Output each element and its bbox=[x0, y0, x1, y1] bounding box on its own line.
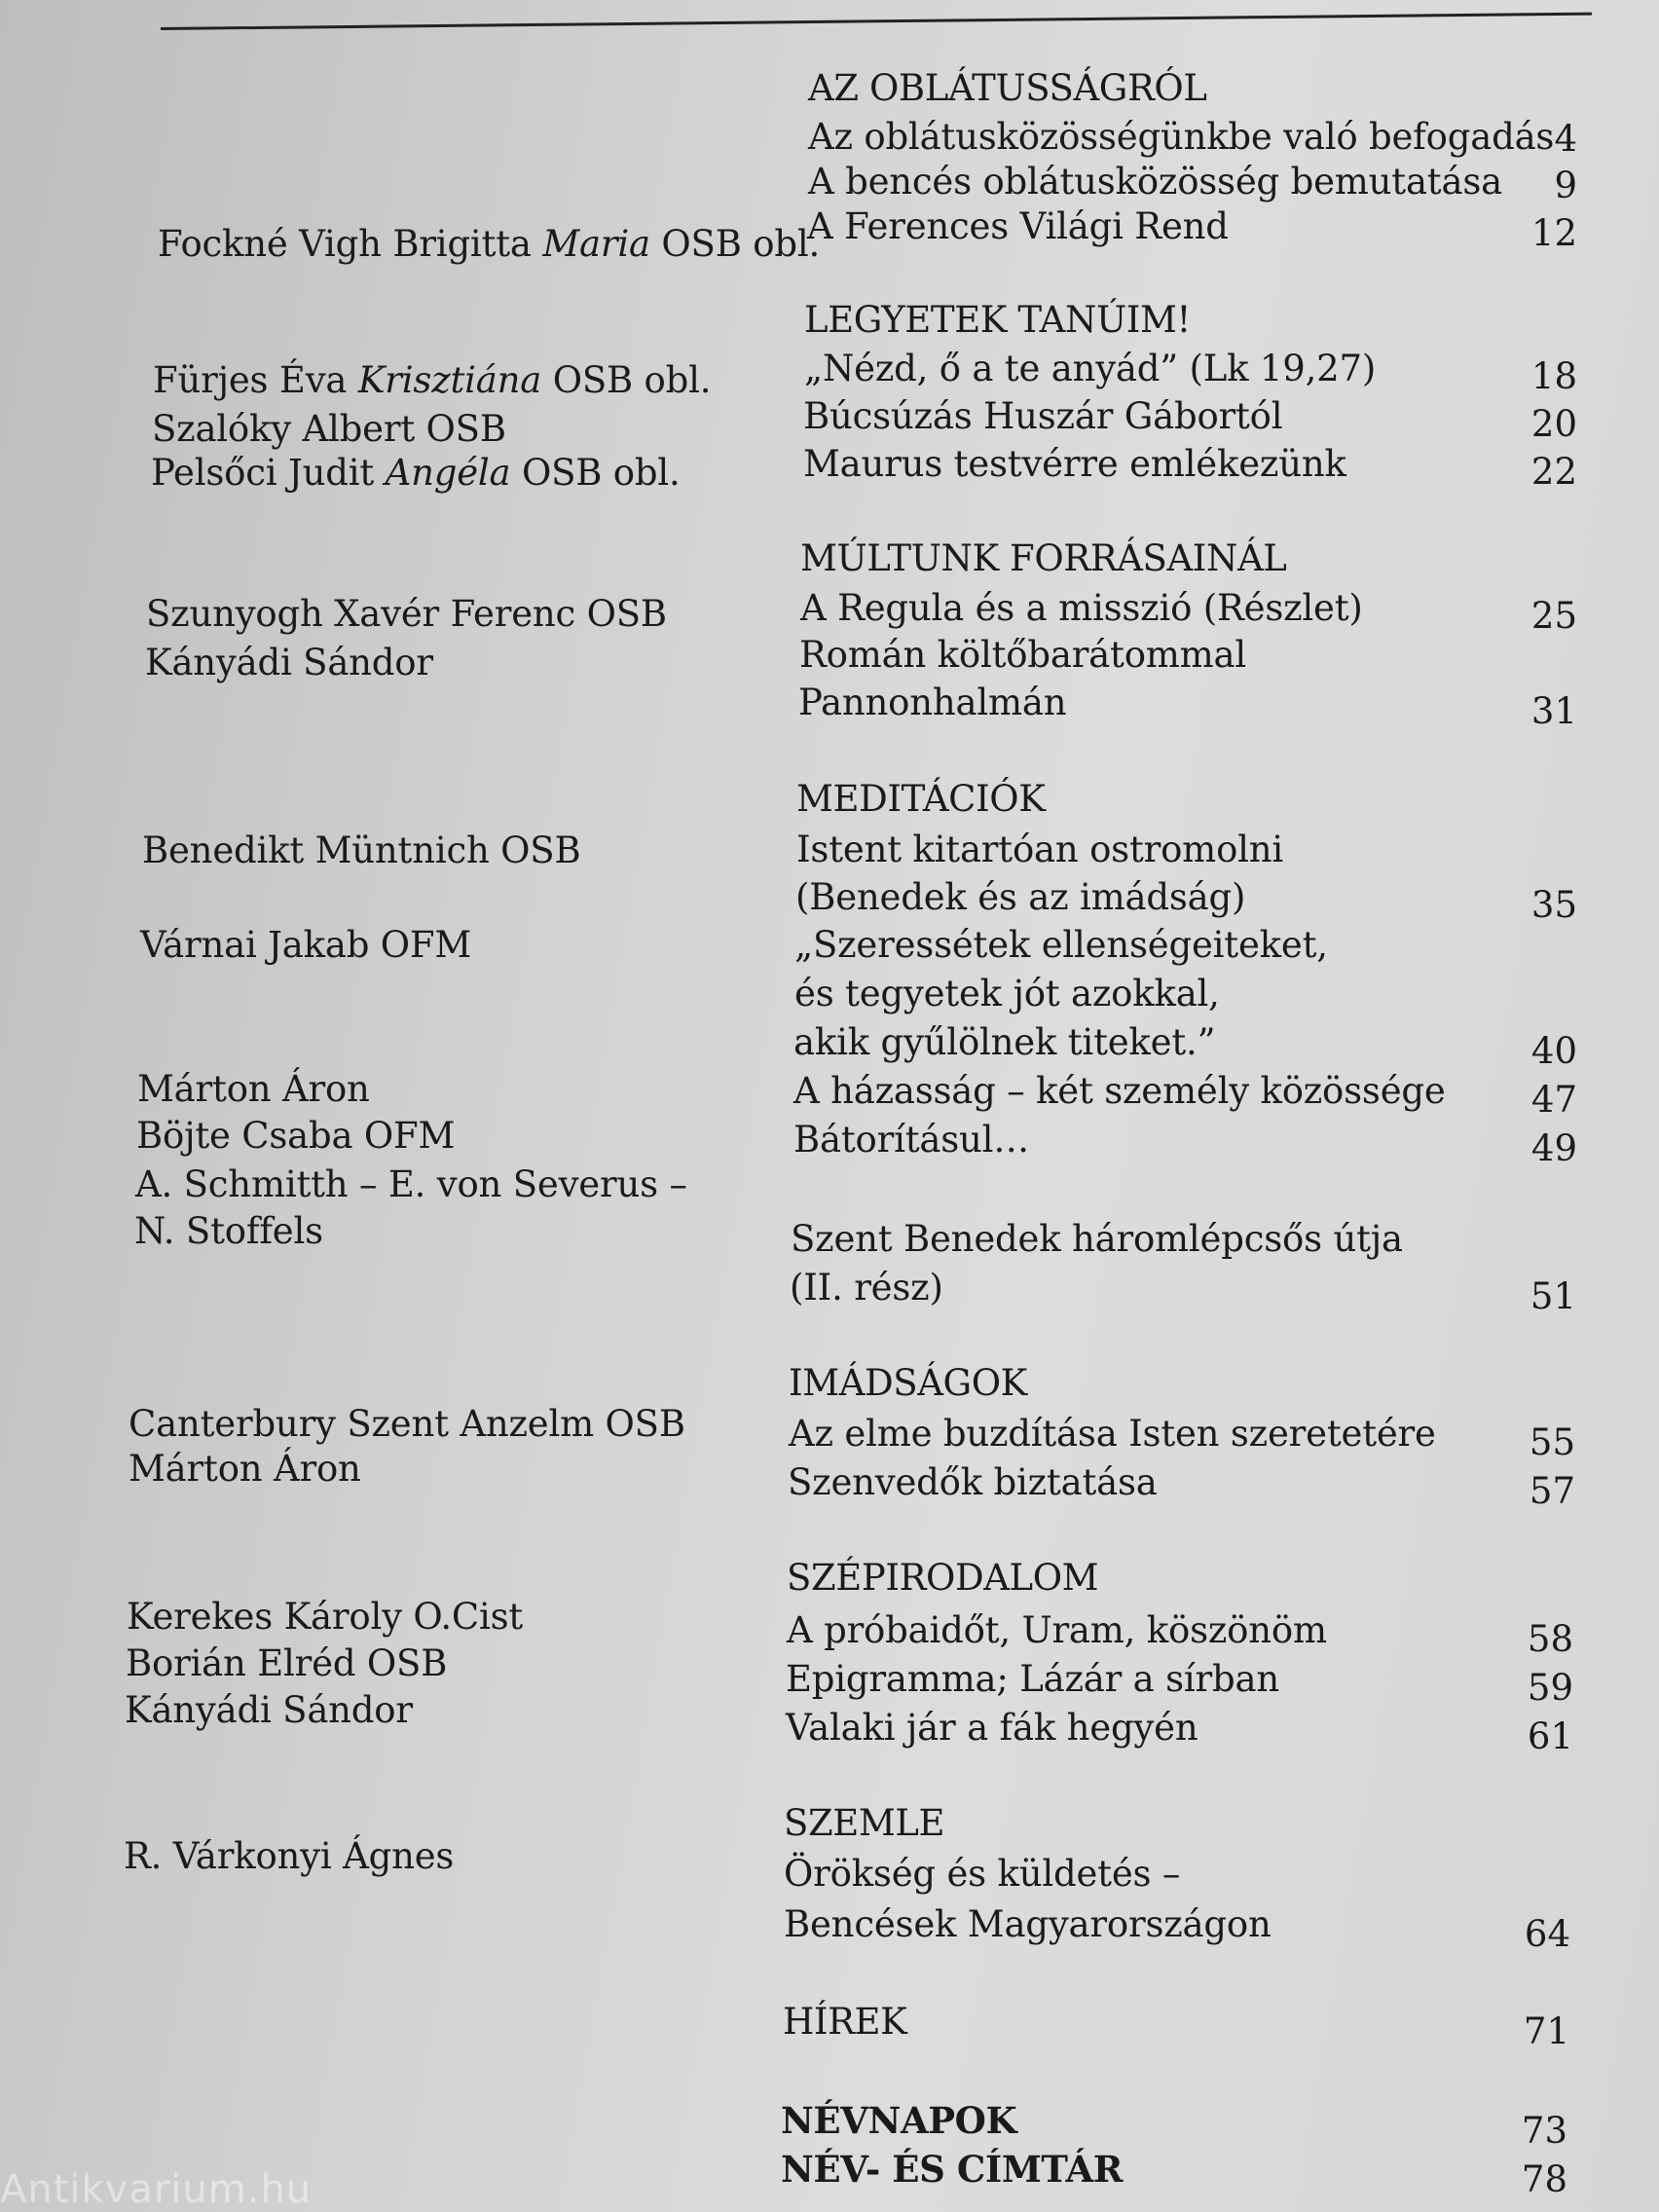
entry-title: Búcsúzás Huszár Gábortól bbox=[803, 395, 1283, 437]
page-number: 55 bbox=[1529, 1421, 1575, 1463]
entry-title: A Regula és a misszió (Részlet) bbox=[800, 587, 1363, 629]
page-number: 64 bbox=[1524, 1913, 1570, 1955]
watermark: Antikvarium.hu bbox=[0, 2167, 313, 2212]
entry-title: Epigramma; Lázár a sírban bbox=[786, 1658, 1279, 1700]
entry-title: Szent Benedek háromlépcsős útja bbox=[791, 1218, 1403, 1260]
page-number: 51 bbox=[1530, 1275, 1576, 1317]
page-number: 58 bbox=[1527, 1618, 1573, 1660]
author-line: Fürjes Éva Krisztiána OSB obl. bbox=[153, 359, 712, 401]
section-heading: MÚLTUNK FORRÁSAINÁL bbox=[800, 537, 1287, 579]
section-heading: HÍREK bbox=[783, 2001, 907, 2043]
entry-title: A próbaidőt, Uram, köszönöm bbox=[787, 1609, 1327, 1651]
page-number: 57 bbox=[1529, 1470, 1575, 1512]
page-number: 31 bbox=[1530, 690, 1577, 732]
author-line: Szalóky Albert OSB bbox=[152, 408, 506, 450]
section-heading: AZ OBLÁTUSSÁGRÓL bbox=[808, 67, 1207, 109]
page-number: 59 bbox=[1527, 1667, 1573, 1709]
author-line: Canterbury Szent Anzelm OSB bbox=[129, 1403, 685, 1445]
page-number: 47 bbox=[1530, 1079, 1577, 1121]
author-line: Benedikt Müntnich OSB bbox=[142, 830, 581, 871]
author-line: Márton Áron bbox=[137, 1068, 370, 1110]
page-number: 35 bbox=[1530, 884, 1577, 926]
section-heading: NÉV- ÉS CÍMTÁR bbox=[781, 2148, 1124, 2191]
entry-title: Az oblátusközösségünkbe való befogadás bbox=[808, 116, 1555, 158]
page-number: 20 bbox=[1530, 403, 1577, 445]
page-number: 12 bbox=[1530, 212, 1577, 254]
section-heading: NÉVNAPOK bbox=[781, 2099, 1017, 2142]
page-number: 4 bbox=[1554, 118, 1577, 160]
author-line: Kányádi Sándor bbox=[125, 1689, 413, 1731]
author-line: Szunyogh Xavér Ferenc OSB bbox=[146, 593, 667, 635]
entry-title: Pannonhalmán bbox=[798, 682, 1067, 723]
entry-title: Bátorításul… bbox=[793, 1119, 1030, 1161]
top-rule bbox=[161, 13, 1592, 30]
entry-title: A Ferences Világi Rend bbox=[807, 205, 1229, 247]
section-heading: SZÉPIRODALOM bbox=[787, 1557, 1099, 1599]
entry-title: „Szeressétek ellenségeiteket, bbox=[794, 924, 1328, 966]
entry-title: Az elme buzdítása Isten szeretetére bbox=[789, 1413, 1436, 1455]
entry-title: A bencés oblátusközösség bemutatása bbox=[808, 161, 1502, 203]
entry-title: (Benedek és az imádság) bbox=[795, 876, 1246, 918]
entry-title: Maurus testvérre emlékezünk bbox=[803, 443, 1346, 485]
author-line: Márton Áron bbox=[129, 1448, 361, 1490]
section-heading: SZEMLE bbox=[784, 1802, 945, 1844]
entry-title: (II. rész) bbox=[790, 1267, 943, 1309]
page-number: 25 bbox=[1530, 595, 1577, 637]
entry-title: Valaki jár a fák hegyén bbox=[786, 1707, 1198, 1749]
author-line: Fockné Vigh Brigitta Maria OSB obl. bbox=[158, 223, 821, 265]
entry-title: „Nézd, ő a te anyád” (Lk 19,27) bbox=[804, 348, 1377, 389]
section-heading: LEGYETEK TANÚIM! bbox=[804, 299, 1191, 341]
section-heading: IMÁDSÁGOK bbox=[789, 1362, 1027, 1404]
entry-title: A házasság – két személy közössége bbox=[793, 1070, 1446, 1112]
entry-title: Szenvedők biztatása bbox=[788, 1461, 1158, 1503]
entry-title: és tegyetek jót azokkal, bbox=[794, 973, 1220, 1014]
page-number: 9 bbox=[1554, 165, 1577, 206]
author-line: Várnai Jakab OFM bbox=[140, 924, 472, 966]
author-line: A. Schmitth – E. von Severus – bbox=[135, 1163, 687, 1205]
entry-title: Istent kitartóan ostromolni bbox=[796, 829, 1284, 870]
entry-title: akik gyűlölnek titeket.” bbox=[793, 1021, 1216, 1063]
author-line: N. Stoffels bbox=[134, 1210, 323, 1252]
author-line: R. Várkonyi Ágnes bbox=[124, 1835, 455, 1877]
entry-title: Örökség és küldetés – bbox=[784, 1853, 1181, 1895]
entry-title: Bencések Magyarországon bbox=[784, 1903, 1272, 1945]
author-line: Böjte Csaba OFM bbox=[136, 1115, 456, 1157]
page-number: 61 bbox=[1527, 1715, 1573, 1757]
entry-title: Román költőbarátommal bbox=[799, 634, 1247, 676]
author-line: Kányádi Sándor bbox=[145, 642, 433, 683]
page-number: 18 bbox=[1530, 355, 1577, 397]
page-number: 40 bbox=[1530, 1030, 1577, 1072]
page-number: 22 bbox=[1530, 451, 1577, 493]
author-line: Kerekes Károly O.Cist bbox=[127, 1596, 524, 1638]
page-number: 78 bbox=[1521, 2158, 1567, 2200]
page-number: 73 bbox=[1521, 2110, 1567, 2152]
section-heading: MEDITÁCIÓK bbox=[796, 778, 1046, 820]
author-line: Borián Elréd OSB bbox=[126, 1642, 448, 1684]
author-line: Pelsőci Judit Angéla OSB obl. bbox=[151, 452, 681, 494]
page-number: 71 bbox=[1523, 2010, 1569, 2052]
page-number: 49 bbox=[1530, 1127, 1577, 1169]
